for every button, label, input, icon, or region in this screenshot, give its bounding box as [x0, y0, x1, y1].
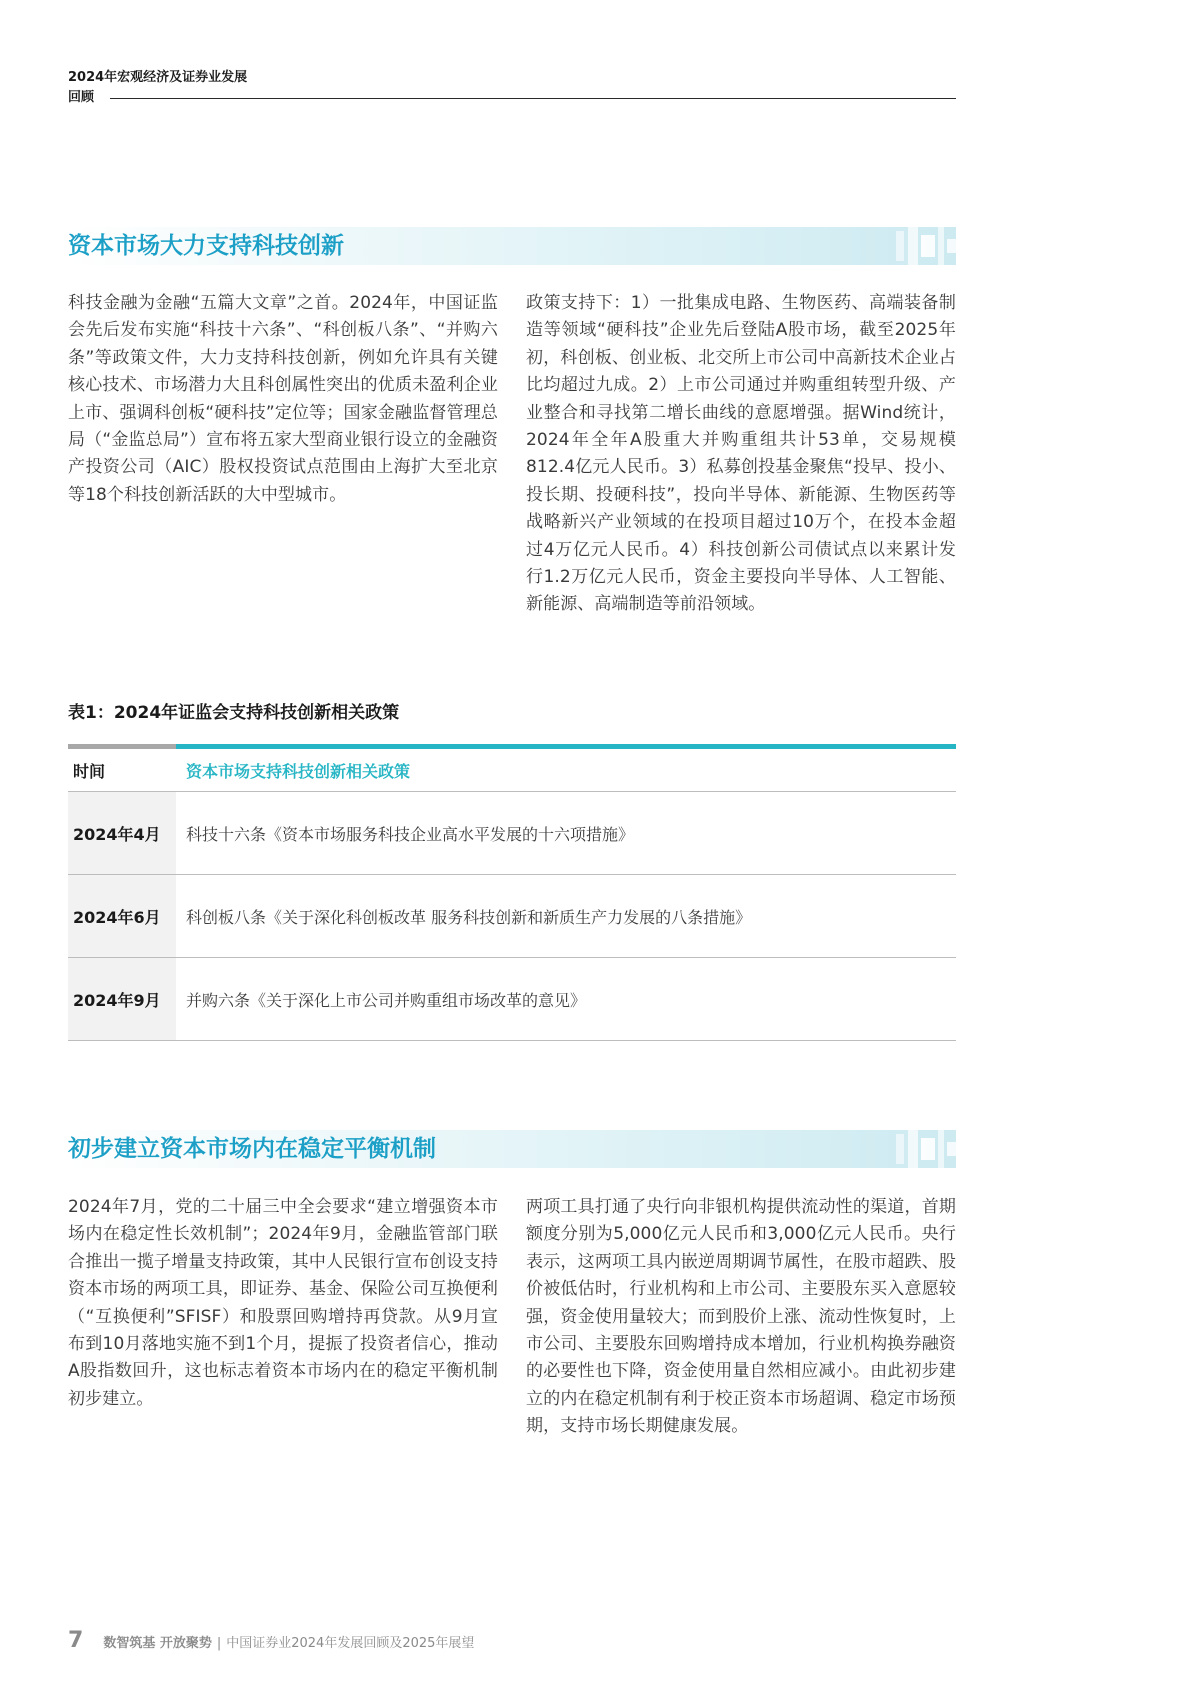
running-header [68, 68, 956, 108]
column-header-date: 时间 [73, 761, 106, 781]
section-body-tech-innovation [68, 290, 956, 619]
header-divider [110, 98, 956, 99]
table-row [68, 958, 956, 1041]
footer-separator: | [216, 1636, 222, 1651]
table-cell-date: 2024年9月 [68, 958, 176, 1040]
report-section-title: 2024年宏观经济及证券业发展 [68, 70, 248, 85]
section-banner-tech-innovation [68, 227, 956, 265]
footer-report-title: 中国证券业2024年发展回顾及2025年展望 [226, 1636, 475, 1651]
footer-brand: 数智筑基 开放聚势 [103, 1636, 212, 1651]
table-header-row [68, 749, 956, 792]
section-banner-stability-mechanism [68, 1130, 956, 1168]
page-footer [68, 1628, 474, 1653]
section-title-tech-innovation: 资本市场大力支持科技创新 [68, 233, 344, 259]
paragraph-right: 两项工具打通了央行向非银机构提供流动性的渠道，首期额度分别为5,000亿元人民币和3,000亿元人民币。央行表示，这两项工具内嵌逆周期调节属性，在股市超跌、股价被低估时，行业机构和上市公司、主要股东买入意愿较强，资金使用量较大；而到股价上涨、流动性恢复时，上市公司、主要股东回购增持成本增加，行业机构换券融资的必要性也下降，资金使用量自然相应减小。由此初步建立的内在稳定机制有利于校正资本市场超调、稳定市场预期，支持市场长期健康发展。 [526, 1197, 956, 1437]
banner-pattern-icon [896, 1130, 956, 1168]
paragraph-left: 科技金融为金融“五篇大文章”之首。2024年，中国证监会先后发布实施“科技十六条”、“科创板八条”、“并购六条”等政策文件，大力支持科技创新，例如允许具有关键核心技术、市场潜力大且科创属性突出的优质未盈利企业上市、强调科创板“硬科技”定位等；国家金融监督管理总局（“金监总局”）宣布将五家大型商业银行设立的金融资产投资公司（AIC）股权投资试点范围由上海扩大至北京等18个科技创新活跃的大中型城市。 [68, 293, 498, 505]
table-row [68, 875, 956, 958]
table-cell-policy: 科技十六条《资本市场服务科技企业高水平发展的十六项措施》 [186, 824, 635, 844]
column-header-policy: 资本市场支持科技创新相关政策 [186, 761, 411, 781]
banner-pattern-icon [896, 227, 956, 265]
policy-table [68, 744, 956, 1041]
table-row [68, 792, 956, 875]
table-cell-policy: 科创板八条《关于深化科创板改革 服务科技创新和新质生产力发展的八条措施》 [186, 907, 752, 927]
report-section-subtitle: 回顾 [68, 90, 95, 105]
table-cell-date: 2024年4月 [68, 792, 176, 874]
table-cell-date: 2024年6月 [68, 875, 176, 957]
table-top-bar [68, 744, 956, 749]
paragraph-right: 政策支持下：1）一批集成电路、生物医药、高端装备制造等领域“硬科技”企业先后登陆A股市场，截至2025年初，科创板、创业板、北交所上市公司中高新技术企业占比均超过九成。2）上市公司通过并购重组转型升级、产业整合和寻找第二增长曲线的意愿增强。据Wind统计，2024年全年A股重大并购重组共计53单，交易规模812.4亿元人民币。3）私募创投基金聚焦“投早、投小、投长期、投硬科技”，投向半导体、新能源、生物医药等战略新兴产业领域的在投项目超过10万个，在投本金超过4万亿元人民币。4）科技创新公司债试点以来累计发行1.2万亿元人民币，资金主要投向半导体、人工智能、新能源、高端制造等前沿领域。 [526, 293, 956, 615]
table-caption: 表1：2024年证监会支持科技创新相关政策 [68, 703, 400, 723]
page-number: 7 [68, 1628, 84, 1653]
table-cell-policy: 并购六条《关于深化上市公司并购重组市场改革的意见》 [186, 990, 587, 1010]
paragraph-left: 2024年7月，党的二十届三中全会要求“建立增强资本市场内在稳定性长效机制”；2024年9月，金融监管部门联合推出一揽子增量支持政策，其中人民银行宣布创设支持资本市场的两项工具，即证券、基金、保险公司互换便利（“互换便利”SFISF）和股票回购增持再贷款。从9月宣布到10月落地实施不到1个月，提振了投资者信心，推动A股指数回升，这也标志着资本市场内在的稳定平衡机制初步建立。 [68, 1197, 498, 1409]
section-body-stability-mechanism [68, 1194, 956, 1441]
section-title-stability-mechanism: 初步建立资本市场内在稳定平衡机制 [68, 1136, 436, 1162]
